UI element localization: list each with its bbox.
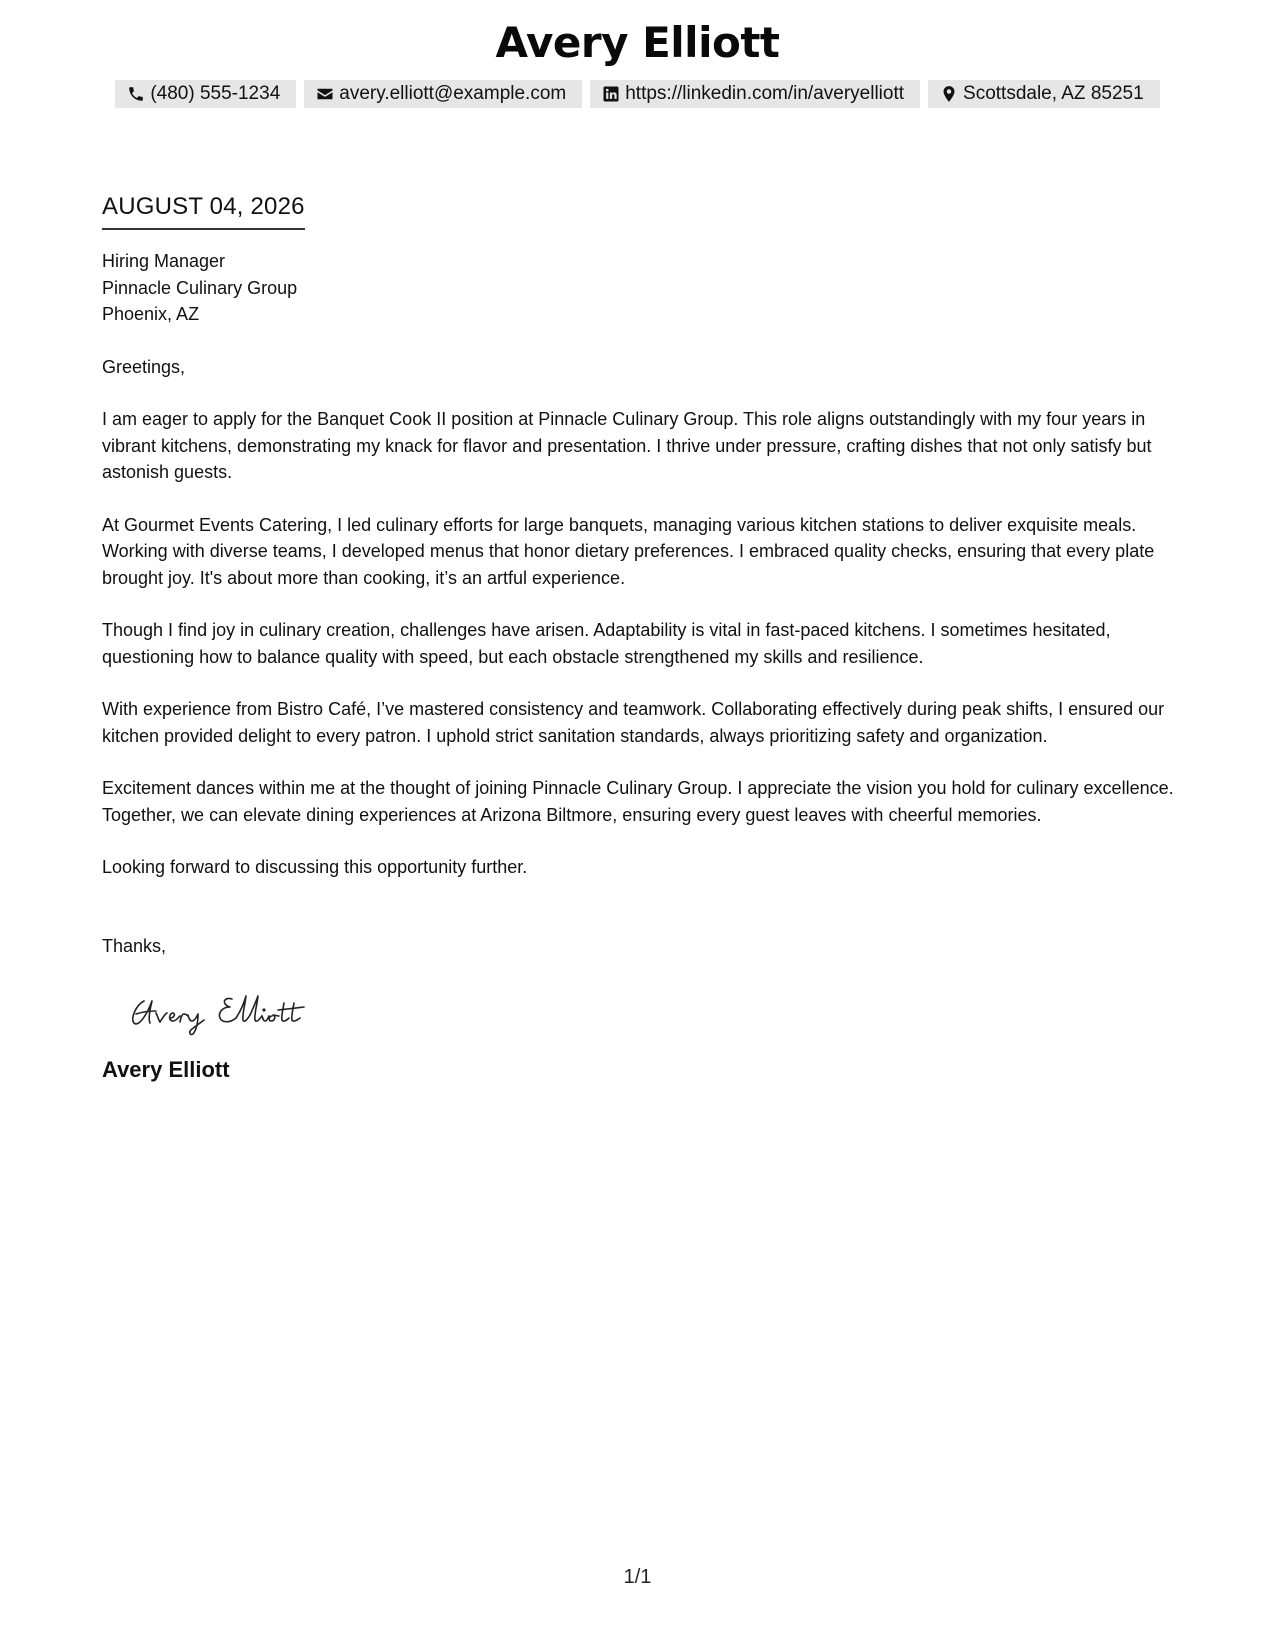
applicant-name-header: Avery Elliott: [495, 18, 780, 67]
greeting: Greetings,: [102, 356, 186, 377]
contact-linkedin: [590, 80, 920, 108]
page-number: 1/1: [623, 1566, 652, 1588]
email-text: avery.elliott@example.com: [339, 83, 567, 104]
recipient-block: [102, 248, 1177, 328]
body-paragraph: I am eager to apply for the Banquet Cook II position at Pinnacle Culinary Group. This role aligns outstandingly with my four years in vibrant kitchens, demonstrating my knack for flavor and presentation. I thrive under pressure, crafting dishes that not only satisfy but astonish guests.: [102, 409, 1152, 482]
recipient-location: Phoenix, AZ: [102, 304, 200, 324]
contact-location: [928, 80, 1160, 108]
handwritten-signature: [126, 987, 346, 1037]
envelope-icon: [316, 85, 334, 103]
body-paragraph: At Gourmet Events Catering, I led culinary efforts for large banquets, managing various kitchen stations to deliver exquisite meals. Working with diverse teams, I developed menus that honor dietary preferences. I embraced quality checks, ensuring that every plate brought joy. It's about more than cooking, it’s an artful experience.: [102, 514, 1155, 588]
signer-name: Avery Elliott: [102, 1057, 230, 1082]
closing: Thanks,: [102, 935, 167, 956]
phone-icon: [127, 85, 145, 103]
contact-email: [304, 80, 582, 108]
letter-date: AUGUST 04, 2026: [102, 192, 305, 230]
contact-info-bar: [0, 80, 1275, 108]
body-paragraph: Excitement dances within me at the thought of joining Pinnacle Culinary Group. I appreciate the vision you hold for culinary excellence. Together, we can elevate dining experiences at Arizona Biltmore, ensuring every guest leaves with cheerful memories.: [102, 778, 1174, 825]
body-paragraph: With experience from Bistro Café, I’ve mastered consistency and teamwork. Collaborating effectively during peak shifts, I ensured our kitchen provided delight to every patron. I uphold strict sanitation standards, always prioritizing safety and organization.: [102, 699, 1165, 746]
body-paragraph: Looking forward to discussing this opportunity further.: [102, 857, 528, 877]
map-pin-icon: [940, 85, 958, 103]
recipient-company: Pinnacle Culinary Group: [102, 277, 298, 298]
linkedin-icon: [602, 85, 620, 103]
body-paragraph: Though I find joy in culinary creation, challenges have arisen. Adaptability is vital in fast-paced kitchens. I sometimes hesitated, questioning how to balance quality with speed, but each obstacle strengthened my skills and resilience.: [102, 620, 1111, 667]
contact-phone: [115, 80, 296, 108]
phone-text: (480) 555-1234: [150, 83, 281, 104]
linkedin-text: https://linkedin.com/in/averyelliott: [625, 83, 905, 104]
recipient-title: Hiring Manager: [102, 251, 226, 271]
location-text: Scottsdale, AZ 85251: [963, 83, 1144, 104]
letter-body: [102, 192, 1177, 1084]
